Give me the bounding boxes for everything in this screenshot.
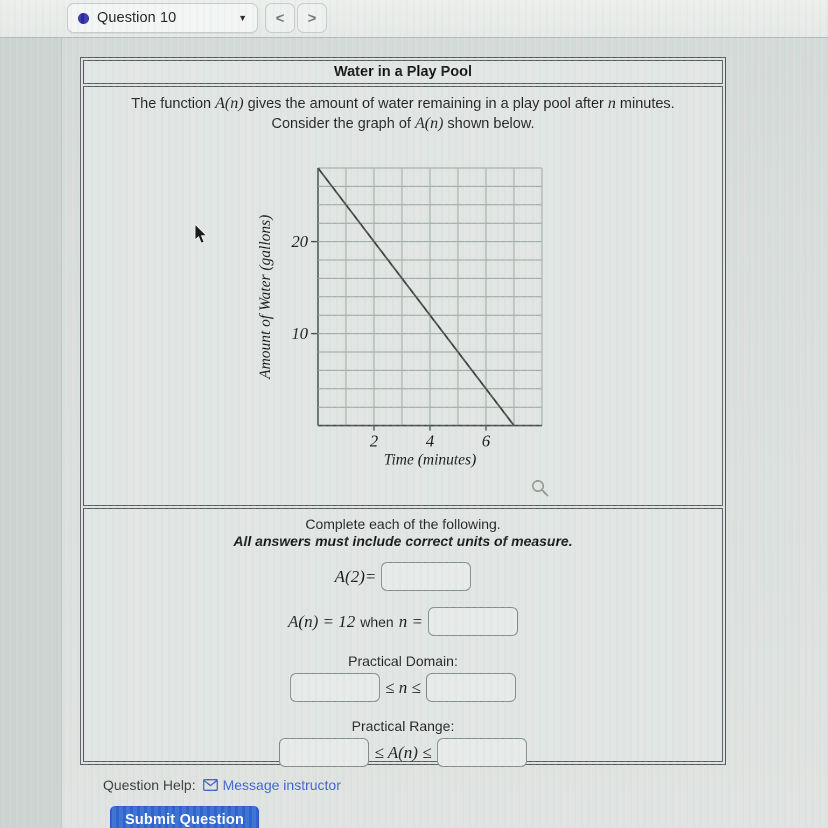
practical-range-row [84,738,722,767]
svg-text:4: 4 [425,431,435,451]
question-navigation-bar [0,0,828,38]
practical-range-label: Practical Range: [351,718,455,734]
zoom-magnifier-icon[interactable] [530,478,550,498]
question-title: Water in a Play Pool [83,60,723,84]
range-min-input[interactable] [279,738,369,767]
a2-answer-input[interactable] [381,562,471,591]
pool-graph [254,160,552,474]
practical-domain-row [84,673,722,702]
chevron-down-icon: ▼ [238,13,247,23]
answers-units-note: All answers must include correct units of measure. [233,533,573,549]
range-max-input[interactable] [437,738,527,767]
message-instructor-label: Message instructor [222,777,341,793]
answer-row-a2 [84,562,722,591]
svg-text:2: 2 [369,431,379,451]
question-select-dropdown[interactable] [67,3,258,33]
domain-max-input[interactable] [426,673,516,702]
previous-question-button[interactable] [265,3,295,33]
left-margin-band [0,38,62,828]
range-inequality-label: ≤ A(n) ≤ [374,742,432,762]
a2-label: A(2)= [334,566,377,586]
svg-text:10: 10 [291,324,309,344]
question-help-row [103,777,341,793]
answer-row-n-for-12 [84,607,722,636]
domain-inequality-label: ≤ n ≤ [385,677,421,697]
next-question-button[interactable] [297,3,327,33]
answers-heading: Complete each of the following. [305,516,501,532]
envelope-icon [203,779,218,791]
problem-statement-line1: The function A(n) gives the amount of water remaining in a play pool after n minutes. [131,95,675,112]
svg-text:20: 20 [291,232,309,252]
domain-min-input[interactable] [290,673,380,702]
n-for-12-answer-input[interactable] [428,607,518,636]
when-text: when [360,613,394,630]
svg-text:6: 6 [481,431,491,451]
problem-statement-line2: Consider the graph of A(n) shown below. [271,115,535,132]
practical-domain-label: Practical Domain: [348,653,458,669]
question-help-label: Question Help: [103,777,196,793]
message-instructor-link[interactable] [203,777,341,793]
graph-section [83,86,723,506]
submit-question-label: Submit Question [125,812,244,828]
submit-question-button[interactable] [110,806,259,828]
question-card [80,57,726,765]
an12-label: A(n) = 12 [288,611,356,631]
question-status-dot-icon [78,13,89,24]
svg-text:Amount of Water (gallons): Amount of Water (gallons) [257,214,275,379]
chevron-left-icon: < [275,9,285,27]
answers-section [83,508,723,762]
question-select-label: Question 10 [97,10,177,26]
pool-graph-container [84,160,722,474]
chevron-right-icon: > [307,9,317,27]
n-equals-label: n = [398,611,423,631]
svg-text:Time (minutes): Time (minutes) [383,451,477,469]
